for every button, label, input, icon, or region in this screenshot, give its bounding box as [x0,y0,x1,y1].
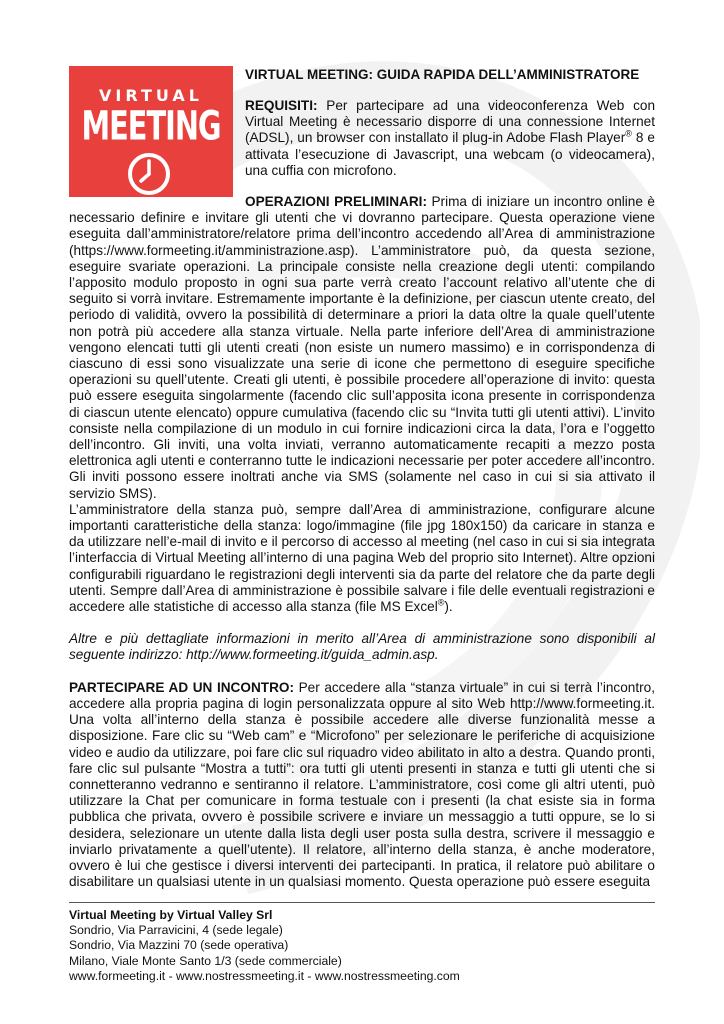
partecipare-paragraph [69,680,655,891]
operazioni-text2-a: L’amministratore della stanza può, sempre dall’Area di amministrazione, configurare alcune importanti caratteristiche della stanza: logo/immagine (file jpg 180x150) da caricare in stanza e da utilizzare nell’e-mail di invito e il percorso di accesso al meeting (nel caso in cui si sia integrata l’interfaccia di Virtual Meeting all’interno di una pagina Web del proprio sito Internet). Altre opzioni configurabili riguardano le registrazioni degli interventi sia da parte del relatore che da parte degli utenti. Sempre dall’Area di amministrazione è possibile salvare i file delle eventuali registrazioni e accedere alle statistiche di accesso alla stanza (file MS Excel [69,501,655,615]
partecipare-heading: PARTECIPARE AD UN INCONTRO: [69,679,294,695]
footer-line-websites: www.formeeting.it - www.nostressmeeting.it - www.nostressmeeting.com [69,968,460,983]
logo-text-virtual: VIRTUAL [99,86,203,105]
footer-line-commercial: Milano, Viale Monte Santo 1/3 (sede commerciale) [69,953,342,968]
registered-mark-2: ® [437,597,445,608]
requisiti-heading: REQUISITI: [245,98,318,113]
requisiti-text-b: 8 e attivata l’esecuzione di Javascript, una webcam (o videocamera), una cuffia con microfono. [245,130,655,178]
requisiti-paragraph [245,98,655,179]
footer-company: Virtual Meeting by Virtual Valley Srl [69,908,273,922]
operazioni-text2-b: ). [444,599,453,615]
logo-text-meeting: MEETING [81,102,221,150]
body-content [69,194,655,890]
requisiti-text-a: Per partecipare ad una videoconferenza Web con Virtual Meeting è necessario disporre di una connessione Internet (ADSL), un browser con installato il plug-in Adobe Flash Player [245,98,655,146]
operazioni-heading: OPERAZIONI PRELIMINARI: [245,194,427,209]
footer-divider [69,902,655,903]
operazioni-paragraph [69,194,655,502]
admin-guide-note: Altre e più dettagliate informazioni in merito all’Area di amministrazione sono disponibili al seguente indirizzo: http://www.formeeting.it/guida_admin.asp. [69,631,655,663]
partecipare-text: Per accedere alla “stanza virtuale” in cui si terrà l’incontro, accedere alla propria pagina di login personalizzata oppure al sito Web http://www.formeeting.it. Una volta all’interno della stanza è possibile accedere alle diverse funzionalità messe a disposizione. Fare clic su “Web cam” e “Microfono” per selezionare le periferiche di acquisizione video e audio da utilizzare, poi fare clic sul riquadro video abilitato in alto a destra. Quando pronti, fare clic sul pulsante “Mostra a tutti”: ora tutti gli utenti presenti in stanza e tutti gli utenti che si connetteranno vedranno e sentiranno il relatore. L’amministratore, così come gli altri utenti, può utilizzare la Chat per comunicare in forma testuale con i presenti (la chat esiste sia in forma pubblica che privata, ovvero è possibile scrivere e inviare un messaggio a tutti oppure, se lo si desidera, selezionare un utente dalla lista degli user posta sulla destra, scrivere il messaggio e inviarlo privatamente a quell’utente). Il relatore, all’interno della stanza, è anche moderatore, ovvero è lui che gestisce i diversi interventi dei partecipanti. In pratica, il relatore può abilitare o disabilitare un qualsiasi utente in un qualsiasi momento. Questa operazione può essere eseguita [69,679,655,890]
clock-icon [125,150,173,198]
page-footer [69,908,655,984]
footer-line-legal: Sondrio, Via Parravicini, 4 (sede legale) [69,923,283,938]
footer-line-operational: Sondrio, Via Mazzini 70 (sede operativa) [69,938,289,953]
virtual-meeting-logo [69,66,233,197]
registered-mark: ® [625,128,632,139]
operazioni-paragraph-2 [69,502,655,615]
operazioni-text: Prima di iniziare un incontro online è necessario definire e invitare gli utenti che vi dovranno partecipare. Questa operazione viene eseguita dall’amministratore/relatore prima dell’incontro accedendo all’Area di amministrazione (https://www.formeeting.it/amministrazione.asp). L’amministratore può, da questa sezione, eseguire svariate operazioni. La principale consiste nella creazione degli utenti: compilando l’apposito modulo proposto in ogni sua parte verrà creato l’account relativo all’utente che di seguito si vorrà invitare. Estremamente importante è la definizione, per ciascun utente creato, del periodo di validità, ovvero la possibilità di determinare a priori la data oltre la quale quell’utente non potrà più accedere alla stanza virtuale. Nella parte inferiore dell’Area di amministrazione vengono elencati tutti gli utenti creati (non esiste un numero massimo) e in corrispondenza di ciascuno di essi sono visualizzate una serie di icone che permettono di eseguire specifiche operazioni su quell’utente. Creati gli utenti, è possibile procedere all’operazione di invito: questa può essere eseguita singolarmente (facendo clic sull’apposita icona presente in corrispondenza di ciascun utente elencato) oppure cumulativa (facendo clic su “Invita tutti gli utenti attivi). L’invito consiste nella compilazione di un modulo in cui fornire indicazioni circa la data, l’ora e l’oggetto dell’incontro. Gli inviti, una volta inviati, verranno automaticamente recapiti a mezzo posta elettronica agli utenti e conterranno tutte le indicazioni necessarie per poter accedere all’incontro. Gli inviti possono essere inoltrati anche via SMS (solamente nel caso in cui si sia attivato il servizio SMS). [69,194,655,501]
document-title: VIRTUAL MEETING: GUIDA RAPIDA DELL’AMMINISTRATORE [245,67,640,82]
